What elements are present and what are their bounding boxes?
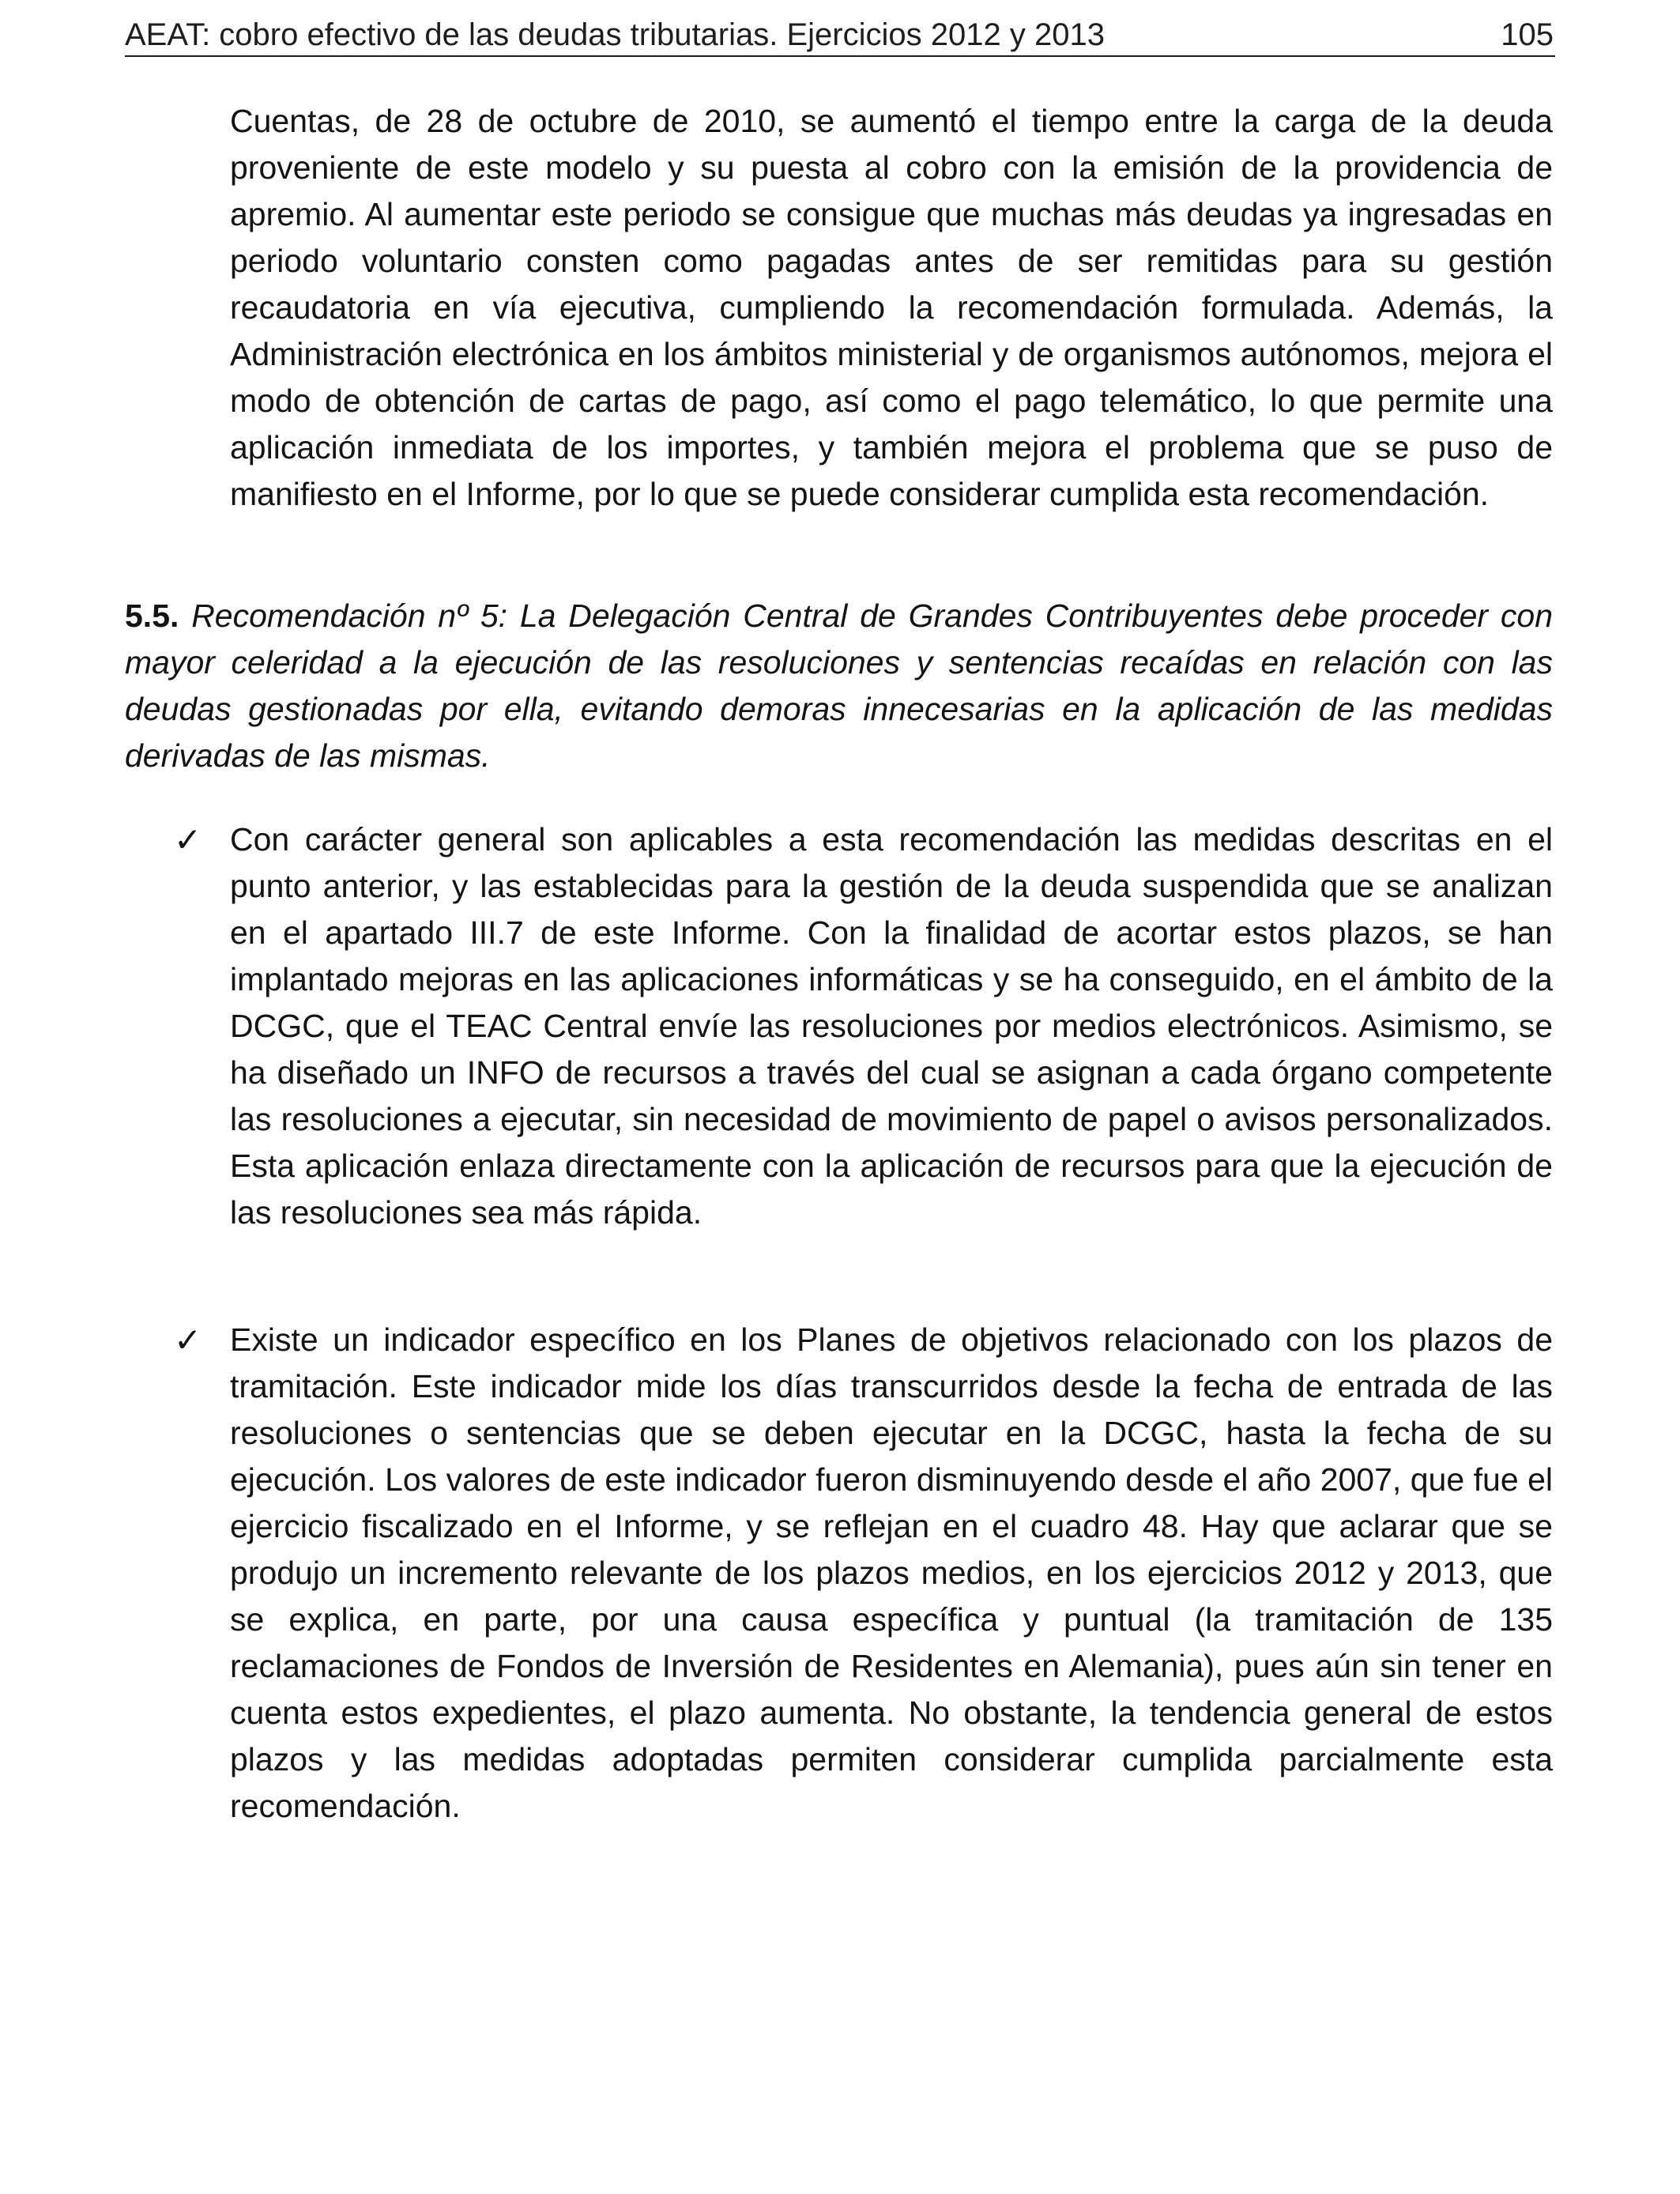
continued-paragraph: Cuentas, de 28 de octubre de 2010, se aumentó el tiempo entre la carga de la deuda proveniente de este modelo y su puesta al cobro con la emisión de la providencia de apremio. Al aumentar este periodo se consigue que muchas más deudas ya ingresadas en periodo voluntario consten como pagadas antes de ser remitidas para su gestión recaudatoria en vía ejecutiva, cumpliendo la recomendación formulada. Además, la Administración electrónica en los ámbitos ministerial y de organismos autónomos, mejora el modo de obtención de cartas de pago, así como el pago telemático, lo que permite una aplicación inmediata de los importes, y también mejora el problema que se puso de manifiesto en el Informe, por lo que se puede considerar cumplida esta recomendación. [230,103,1553,512]
check-icon: ✓ [174,1321,202,1359]
recommendation-text: Recomendación nº 5: La Delegación Central de Grandes Contribuyentes debe proceder con mayor celeridad a la ejecución de las resoluciones y sentencias recaídas en relación con las deudas gestionadas por ella, evitando demoras innecesarias en la aplicación de las medidas derivadas de las mismas. [125,598,1553,774]
recommendation-heading [125,593,1553,779]
header-title: AEAT: cobro efectivo de las deudas tributarias. Ejercicios 2012 y 2013 [125,17,1105,52]
check-icon: ✓ [174,820,202,859]
page-number: 105 [1501,17,1554,52]
recommendation-number: 5.5. [125,598,179,634]
running-header [125,14,1555,57]
bullet-text: Con carácter general son aplicables a esta recomendación las medidas descritas en el punto anterior, y las establecidas para la gestión de la deuda suspendida que se analizan en el apartado III.7 de este Informe. Con la finalidad de acortar estos plazos, se han implantado mejoras en las aplicaciones informáticas y se ha conseguido, en el ámbito de la DCGC, que el TEAC Central envíe las resoluciones por medios electrónicos. Asimismo, se ha diseñado un INFO de recursos a través del cual se asignan a cada órgano competente las resoluciones a ejecutar, sin necesidad de movimiento de papel o avisos personalizados. Esta aplicación enlaza directamente con la aplicación de recursos para que la ejecución de las resoluciones sea más rápida. [230,821,1553,1231]
bullet-text: Existe un indicador específico en los Planes de objetivos relacionado con los plazos de tramitación. Este indicador mide los días transcurridos desde la fecha de entrada de las resoluciones o sentencias que se deben ejecutar en la DCGC, hasta la fecha de su ejecución. Los valores de este indicador fueron disminuyendo desde el año 2007, que fue el ejercicio fiscalizado en el Informe, y se reflejan en el cuadro 48. Hay que aclarar que se produjo un incremento relevante de los plazos medios, en los ejercicios 2012 y 2013, que se explica, en parte, por una causa específica y puntual (la tramitación de 135 reclamaciones de Fondos de Inversión de Residentes en Alemania), pues aún sin tener en cuenta estos expedientes, el plazo aumenta. No obstante, la tendencia general de estos plazos y las medidas adoptadas permiten considerar cumplida parcialmente esta recomendación. [230,1321,1553,1824]
